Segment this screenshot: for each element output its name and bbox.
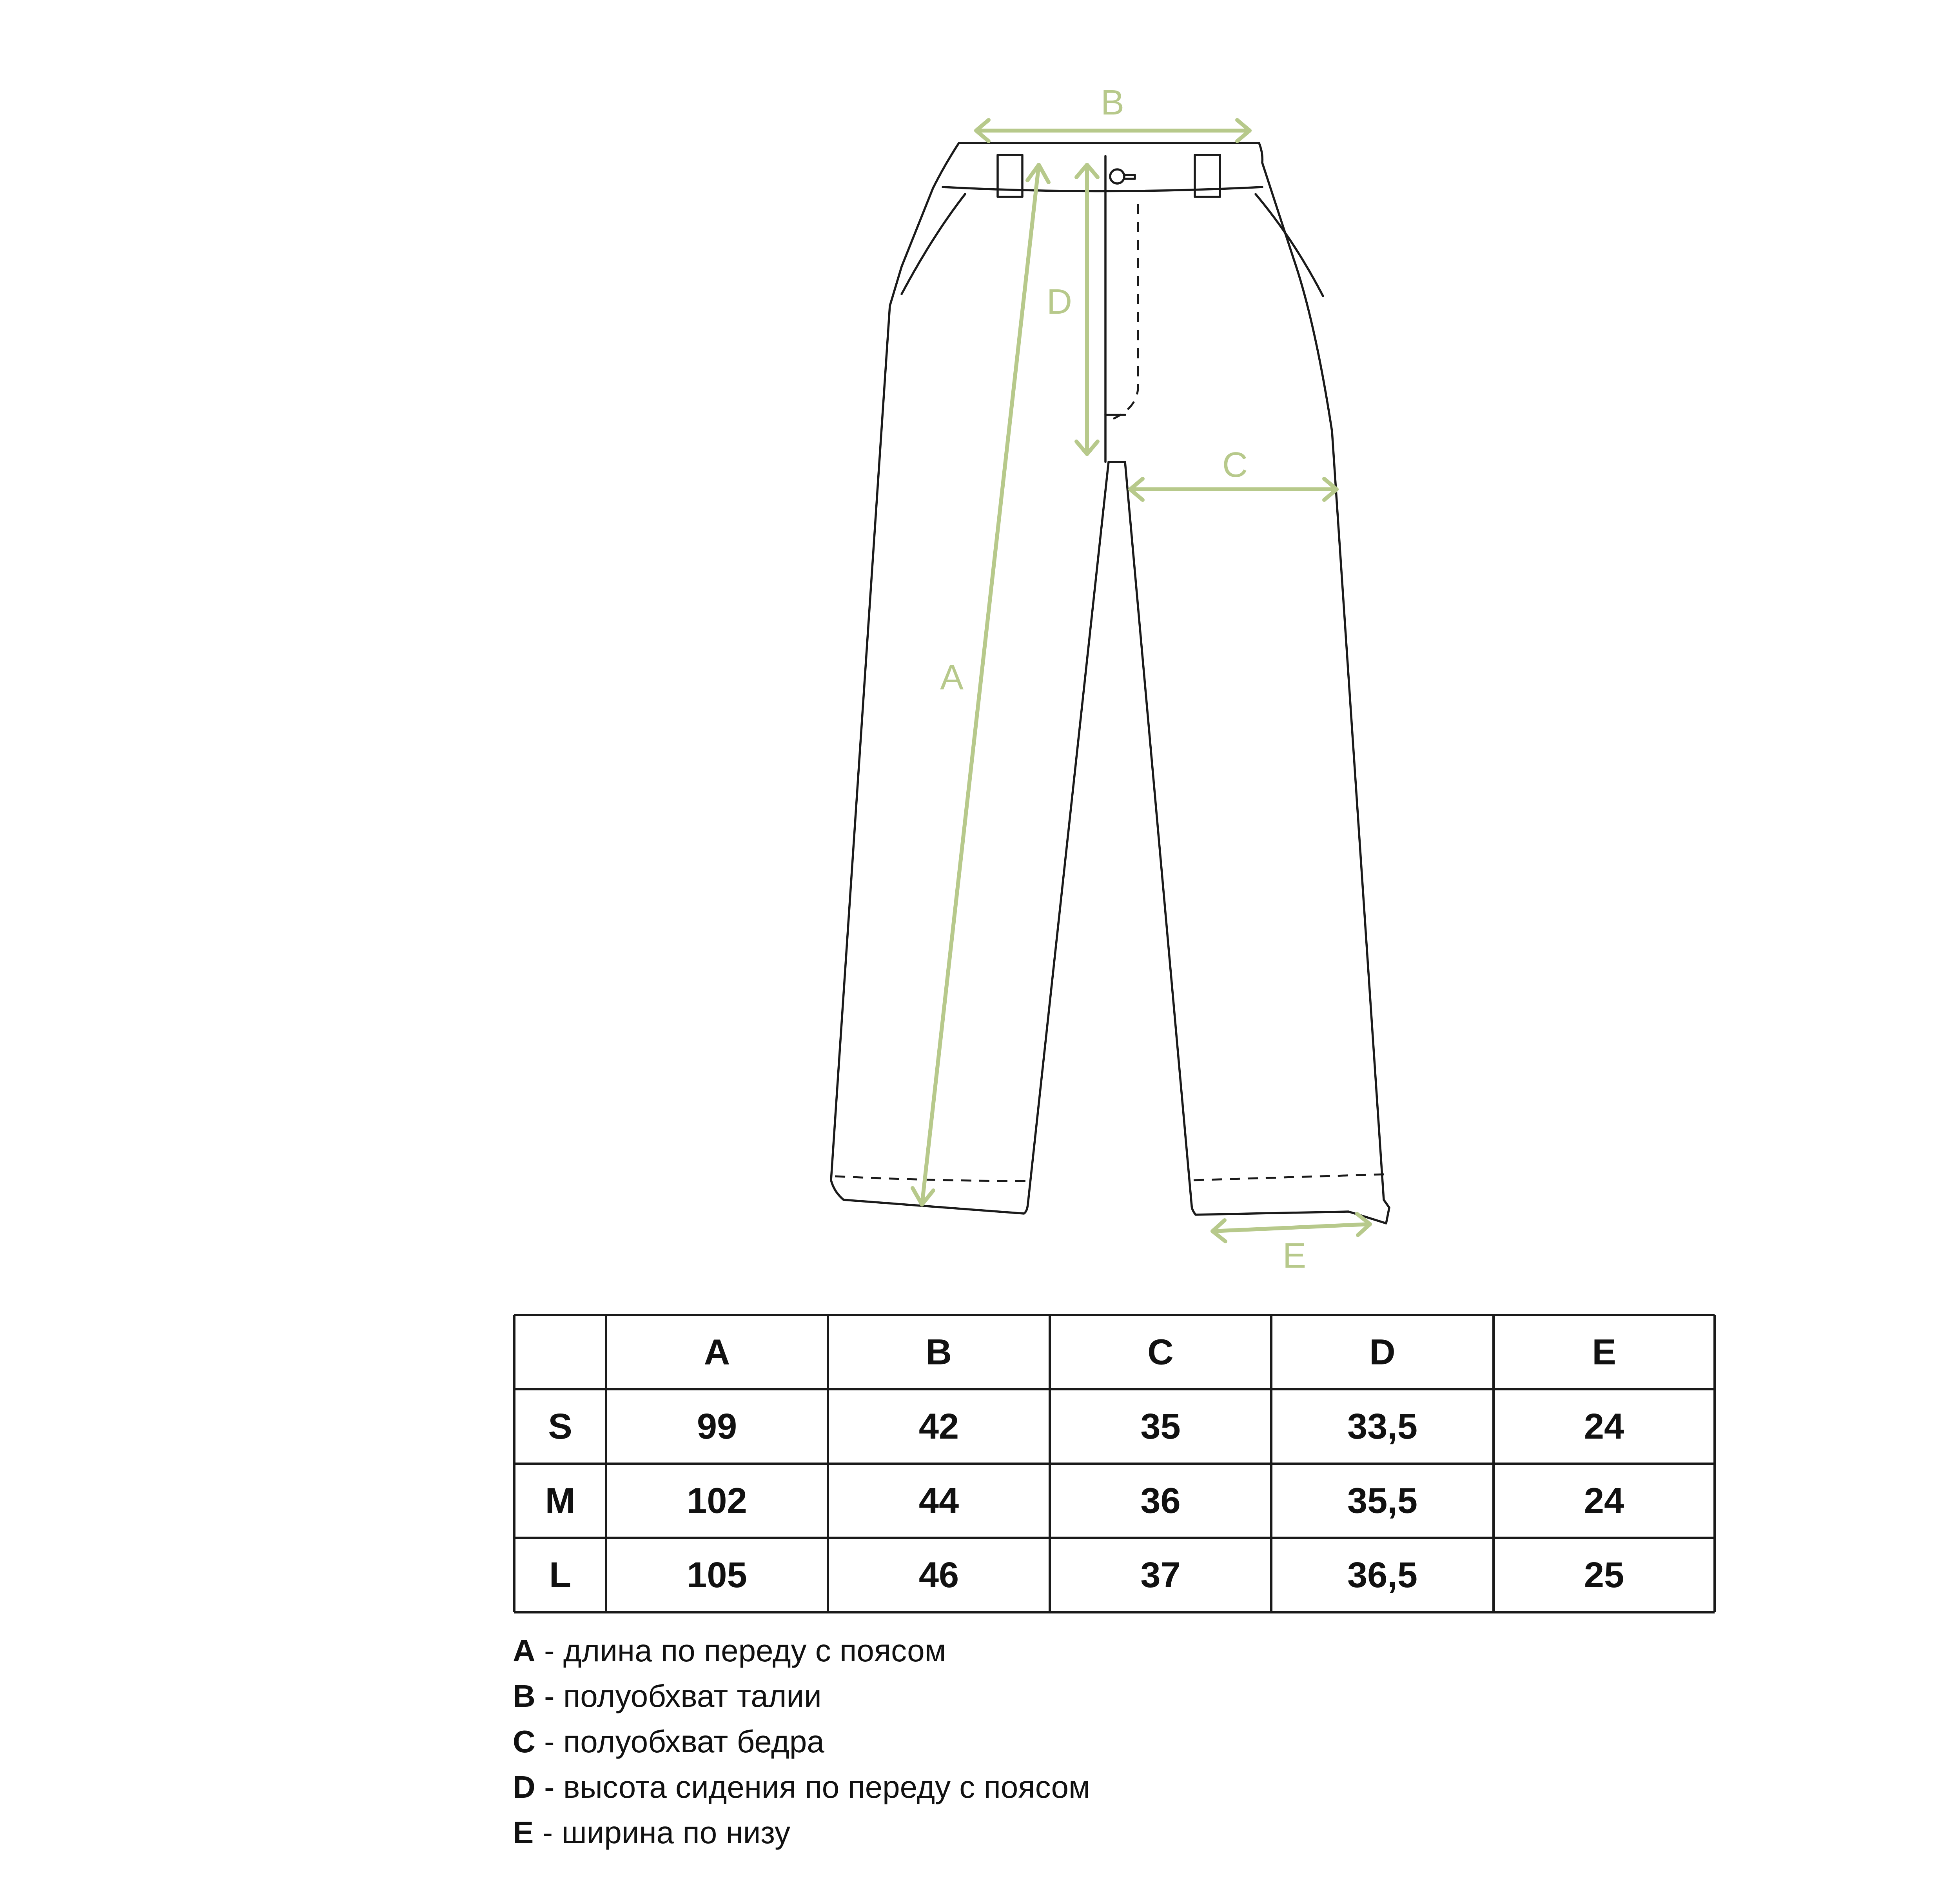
legend-key: E [513, 1815, 534, 1850]
measure-A-arrow [913, 165, 1049, 1205]
table-header-d: D [1369, 1332, 1396, 1372]
table-cell: 36,5 [1347, 1555, 1418, 1595]
table-cell: 33,5 [1347, 1406, 1418, 1446]
table-size-label: L [549, 1555, 572, 1595]
legend-key: A [513, 1633, 535, 1668]
table-cell: 35,5 [1347, 1481, 1418, 1521]
trousers-drawing [831, 143, 1389, 1223]
legend-key: C [513, 1724, 535, 1759]
measurement-lines [913, 83, 1370, 1275]
table-cell: 105 [687, 1555, 747, 1595]
legend-text: - высота сидения по переду с поясом [535, 1770, 1090, 1804]
table-cell: 99 [697, 1406, 737, 1446]
table-cell: 102 [687, 1481, 747, 1521]
table-cell: 25 [1584, 1555, 1624, 1595]
legend-item-b [513, 1673, 1090, 1719]
measure-B-arrow [976, 120, 1250, 141]
trousers-outline [831, 143, 1389, 1223]
table-cell: 24 [1584, 1406, 1624, 1446]
table-cell: 44 [918, 1481, 959, 1521]
legend-item-c [513, 1719, 1090, 1764]
table-cell: 35 [1140, 1406, 1181, 1446]
measurement-legend [513, 1628, 1090, 1855]
legend-text: - полуобхват талии [535, 1679, 822, 1713]
measure-D-arrow [1076, 165, 1098, 454]
table-size-label: M [545, 1481, 575, 1521]
measure-label-B: B [1101, 83, 1125, 122]
waist-button [1110, 169, 1124, 184]
waistband-lower-edge [943, 187, 1262, 191]
button-tab [1124, 175, 1135, 179]
measure-label-D: D [1047, 282, 1072, 322]
table-header-a: A [704, 1332, 730, 1372]
left-hem-stitch [835, 1176, 1028, 1181]
right-hem-stitch [1194, 1174, 1384, 1180]
legend-text: - длина по переду с поясом [535, 1633, 946, 1668]
table-cell: 42 [918, 1406, 959, 1446]
table-header-e: E [1592, 1332, 1616, 1372]
measure-label-E: E [1283, 1236, 1307, 1275]
table-header-c: C [1147, 1332, 1174, 1372]
size-table [514, 1315, 1715, 1612]
table-cell: 46 [918, 1555, 959, 1595]
legend-item-e [513, 1810, 1090, 1855]
measure-label-C: C [1222, 445, 1248, 485]
legend-text: - полуобхват бедра [535, 1724, 824, 1759]
table-size-label: S [548, 1406, 572, 1446]
legend-key: D [513, 1770, 535, 1804]
legend-text: - ширина по низу [534, 1815, 791, 1850]
legend-key: B [513, 1679, 535, 1713]
measure-label-A: A [940, 658, 964, 697]
legend-item-a [513, 1628, 1090, 1673]
fly-topstitch [1113, 204, 1138, 419]
table-cell: 37 [1140, 1555, 1181, 1595]
legend-item-d [513, 1764, 1090, 1810]
table-cell: 36 [1140, 1481, 1181, 1521]
table-cell: 24 [1584, 1481, 1624, 1521]
table-header-b: B [926, 1332, 952, 1372]
